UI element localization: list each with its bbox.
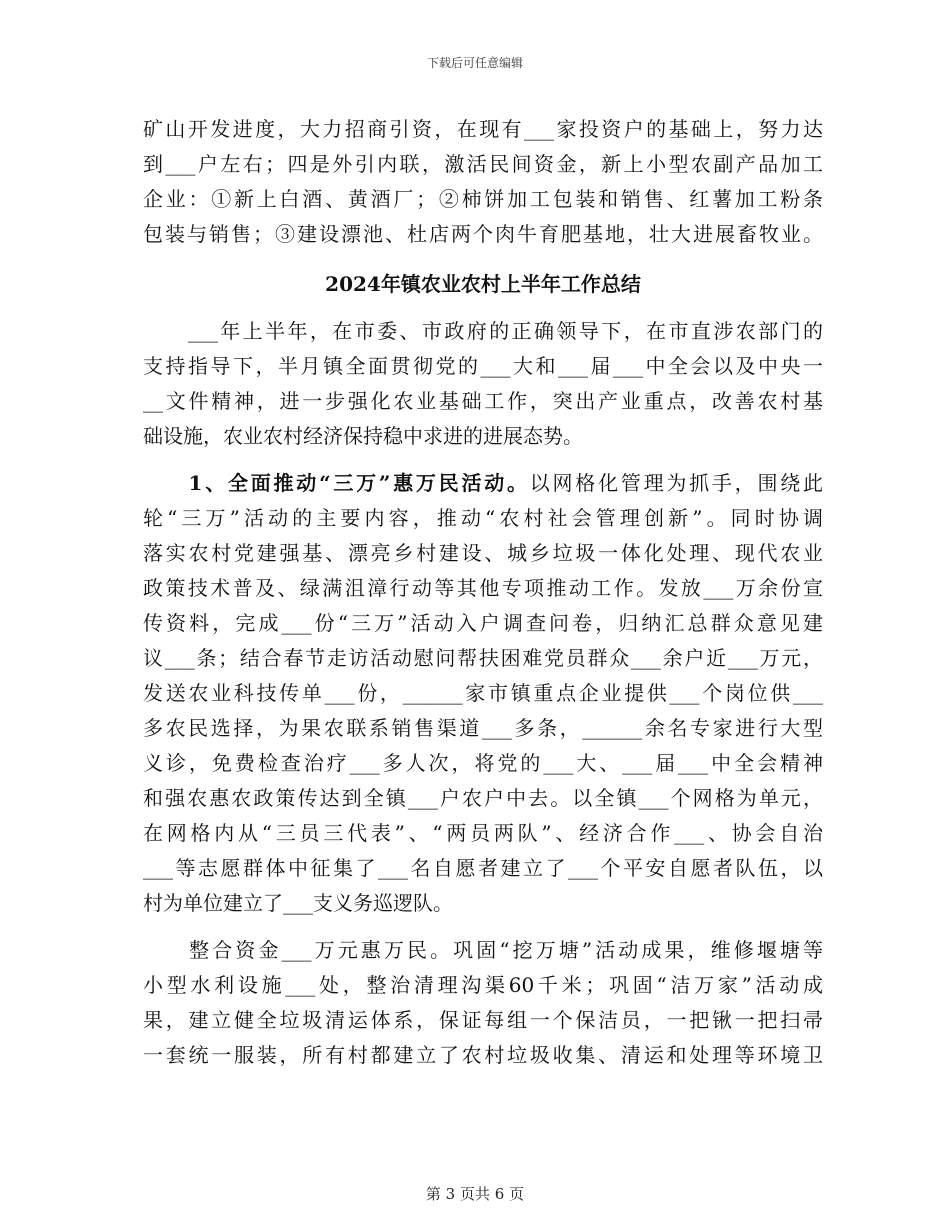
- intro-paragraph: [143, 112, 823, 252]
- text-line: 础设施，农业农村经济保持稳中求进的进展态势。: [143, 424, 583, 448]
- document-body: [143, 112, 823, 1073]
- text-line: 义诊，免费检查治疗___多人次，将党的___大、___届___中全会精神: [143, 751, 823, 775]
- text-line: 支持指导下，半月镇全面贯彻党的___大和___届___中全会以及中央一: [143, 354, 823, 378]
- text-line: 多农民选择，为果农联系销售渠道___多条，______余名专家进行大型: [143, 716, 823, 740]
- text-line: 小型水利设施___处，整治清理沟渠60千米；巩固“洁万家”活动成: [143, 973, 823, 997]
- text-line: ___年上半年，在市委、市政府的正确领导下，在市直涉农部门的: [143, 319, 823, 343]
- text-line: 轮“三万”活动的主要内容，推动“农村社会管理创新”。同时协调: [143, 506, 823, 530]
- text-line: 发送农业科技传单___份，______家市镇重点企业提供___个岗位供___: [143, 681, 823, 705]
- text-line: 矿山开发进度，大力招商引资，在现有___家投资户的基础上，努力达: [143, 117, 823, 141]
- page-header: 下载后可任意编辑: [426, 56, 523, 70]
- text-line: 一套统一服装，所有村都建立了农村垃圾收集、清运和处理等环境卫: [143, 1043, 823, 1067]
- text-line: 议___条；结合春节走访活动慰问帮扶困难党员群众___余户近___万元，: [143, 646, 823, 670]
- paragraph-section-1: [143, 466, 823, 921]
- text-line: 村为单位建立了___支义务巡逻队。: [143, 891, 453, 915]
- text-line: 企业：①新上白酒、黄酒厂；②柿饼加工包装和销售、红薯加工粉条: [143, 187, 823, 211]
- text-line: 落实农村党建强基、漂亮乡村建设、城乡垃圾一体化处理、现代农业: [143, 541, 823, 565]
- text-line: 政策技术普及、绿满沮漳行动等其他专项推动工作。发放___万余份宣: [143, 576, 823, 600]
- document-title: 2024年镇农业农村上半年工作总结: [325, 272, 641, 296]
- paragraph-funding: [143, 933, 823, 1073]
- section-heading: 1、全面推动“三万”惠万民活动。: [143, 471, 530, 495]
- text-line: 到___户左右；四是外引内联，激活民间资金，新上小型农副产品加工: [143, 152, 823, 176]
- text-line: 包装与销售；③建设漂池、杜店两个肉牛育肥基地，壮大进展畜牧业。: [143, 222, 823, 246]
- text-line: [143, 466, 823, 501]
- page-footer: 第 3 页共 6 页: [425, 1185, 525, 1203]
- text-line: 传资料，完成___份“三万”活动入户调查问卷，归纳汇总群众意见建: [143, 611, 823, 635]
- text-line: 在网格内从“三员三代表”、“两员两队”、经济合作___、协会自治: [143, 821, 823, 845]
- text-line: __文件精神，进一步强化农业基础工作，突出产业重点，改善农村基: [143, 389, 823, 413]
- text-line: 和强农惠农政策传达到全镇___户农户中去。以全镇___个网格为单元，: [143, 786, 823, 810]
- paragraph-overview: [143, 314, 823, 454]
- text-span: 以网格化管理为抓手，围绕此: [529, 471, 823, 495]
- text-line: 果，建立健全垃圾清运体系，保证每组一个保洁员，一把锹一把扫帚: [143, 1008, 823, 1032]
- text-line: ___等志愿群体中征集了___名自愿者建立了___个平安自愿者队伍，以: [143, 856, 823, 880]
- text-line: 整合资金___万元惠万民。巩固“挖万塘”活动成果，维修堰塘等: [143, 938, 823, 962]
